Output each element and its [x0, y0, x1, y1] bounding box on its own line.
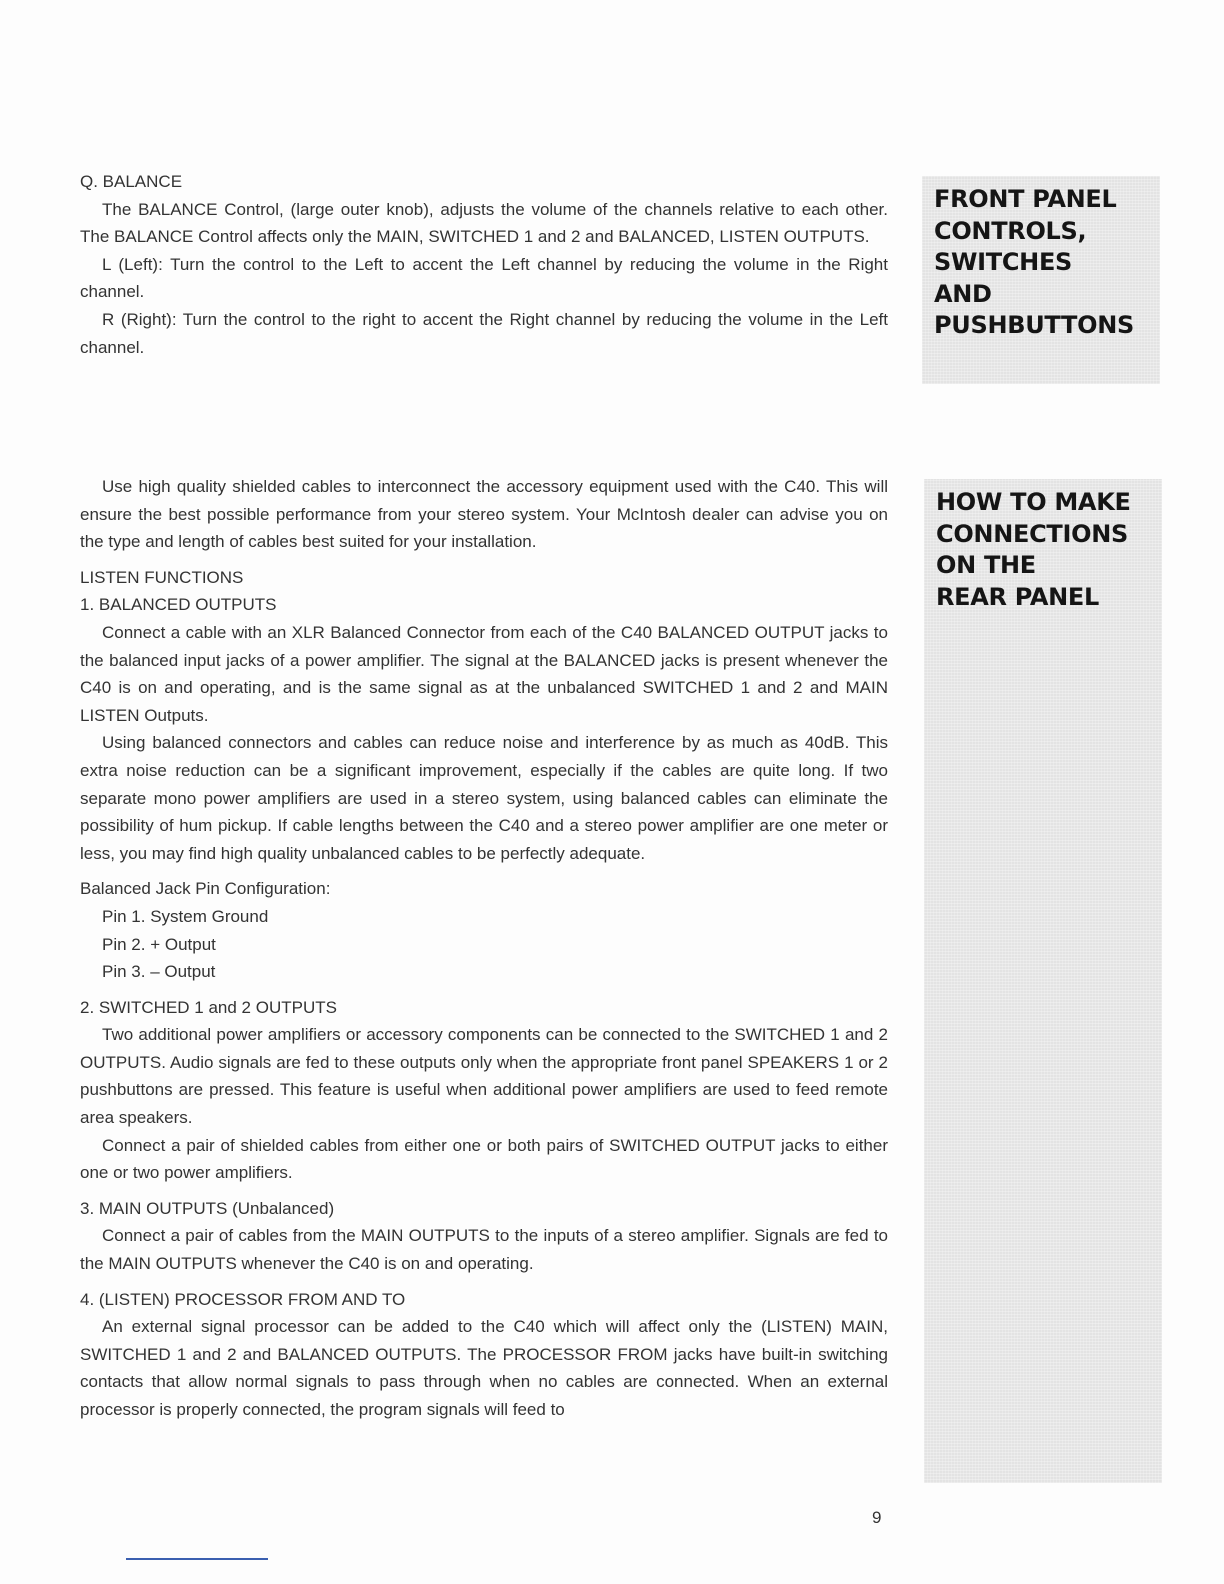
sidebar-front-line: FRONT PANEL: [934, 185, 1117, 213]
balance-section: [80, 168, 888, 361]
balanced-outputs-heading: 1. BALANCED OUTPUTS: [80, 595, 277, 615]
link-underline-mark: [126, 1558, 268, 1560]
balanced-paragraph: Connect a cable with an XLR Balanced Connector from each of the C40 BALANCED OUTPUT jacks to the balanced input jacks of a power amplifier. The signal at the BALANCED jacks is present whenever the C40 is on and operating, and is the same signal as at the unbalanced SWITCHED 1 and 2 and MAIN LISTEN Outputs.: [80, 622, 888, 725]
listen-functions-heading: LISTEN FUNCTIONS: [80, 567, 244, 587]
sidebar-rear-panel: [924, 479, 1162, 1483]
pin-item: Pin 2. + Output: [102, 934, 216, 954]
balance-right-paragraph: R (Right): Turn the control to the right to accent the Right channel by reducing the volume in the Left channel.: [80, 309, 888, 357]
sidebar-front-line: CONTROLS,: [934, 216, 1087, 245]
sidebar-front-line: AND: [934, 279, 992, 308]
balance-paragraph: The BALANCE Control, (large outer knob), adjusts the volume of the channels relative to each other. The BALANCE Control affects only the MAIN, SWITCHED 1 and 2 and BALANCED, LISTEN OUTPUTS.: [80, 199, 888, 247]
main-paragraph: Connect a pair of cables from the MAIN OUTPUTS to the inputs of a stereo amplifier. Signals are fed to the MAIN OUTPUTS whenever the C40 is on and operating.: [80, 1226, 888, 1274]
page-number: 9: [872, 1508, 882, 1527]
connections-intro: Use high quality shielded cables to interconnect the accessory equipment used with the C40. This will ensure the best possible performance from your stereo system. Your McIntosh dealer can advise you on the type and length of cables best suited for your installation.: [80, 477, 888, 552]
balanced-paragraph: Using balanced connectors and cables can reduce noise and interference by as much as 40dB. This extra noise reduction can be a significant improvement, especially if the cables are quite long. If two separate mono power amplifiers are used in a stereo system, using balanced cables can eliminate the possibility of hum pickup. If cable lengths between the C40 and a stereo power amplifier are one meter or less, you may find high quality unbalanced cables to be perfectly adequate.: [80, 733, 888, 863]
pin-config-heading: Balanced Jack Pin Configuration:: [80, 879, 331, 899]
sidebar-rear-panel-title: [936, 487, 1131, 613]
sidebar-rear-line: CONNECTIONS: [936, 519, 1128, 548]
connections-section: [80, 473, 888, 1424]
switched-paragraph: Two additional power amplifiers or accessory components can be connected to the SWITCHED 1 and 2 OUTPUTS. Audio signals are fed to these outputs only when the appropriate front panel SPEAKERS 1 or 2 pushbuttons are pressed. This feature is useful when additional power amplifiers are used to feed remote area speakers.: [80, 1025, 888, 1128]
main-outputs-heading: 3. MAIN OUTPUTS (Unbalanced): [80, 1198, 335, 1218]
balance-heading: Q. BALANCE: [80, 172, 183, 191]
sidebar-front-panel-title: [934, 184, 1134, 342]
processor-paragraph: An external signal processor can be added to the C40 which will affect only the (LISTEN) MAIN, SWITCHED 1 and 2 and BALANCED OUTPUTS. The PROCESSOR FROM jacks have built-in switching contacts that allow normal signals to pass through when no cables are connected. When an external processor is properly connected, the program signals will feed to: [80, 1317, 888, 1419]
switched-outputs-heading: 2. SWITCHED 1 and 2 OUTPUTS: [80, 997, 337, 1017]
balance-left-paragraph: L (Left): Turn the control to the Left to accent the Left channel by reducing the volume in the Right channel.: [80, 254, 888, 302]
processor-heading: 4. (LISTEN) PROCESSOR FROM AND TO: [80, 1289, 406, 1309]
sidebar-front-line: PUSHBUTTONS: [934, 311, 1134, 339]
sidebar-front-line: SWITCHES: [934, 248, 1073, 276]
switched-paragraph: Connect a pair of shielded cables from either one or both pairs of SWITCHED OUTPUT jacks to either one or two power amplifiers.: [80, 1135, 888, 1183]
sidebar-rear-line: REAR PANEL: [936, 582, 1100, 611]
sidebar-rear-line: HOW TO MAKE: [936, 488, 1131, 516]
pin-item: Pin 1. System Ground: [102, 906, 269, 926]
sidebar-front-panel: [922, 176, 1160, 384]
pin-item: Pin 3. – Output: [102, 962, 216, 982]
sidebar-rear-line: ON THE: [936, 551, 1036, 579]
